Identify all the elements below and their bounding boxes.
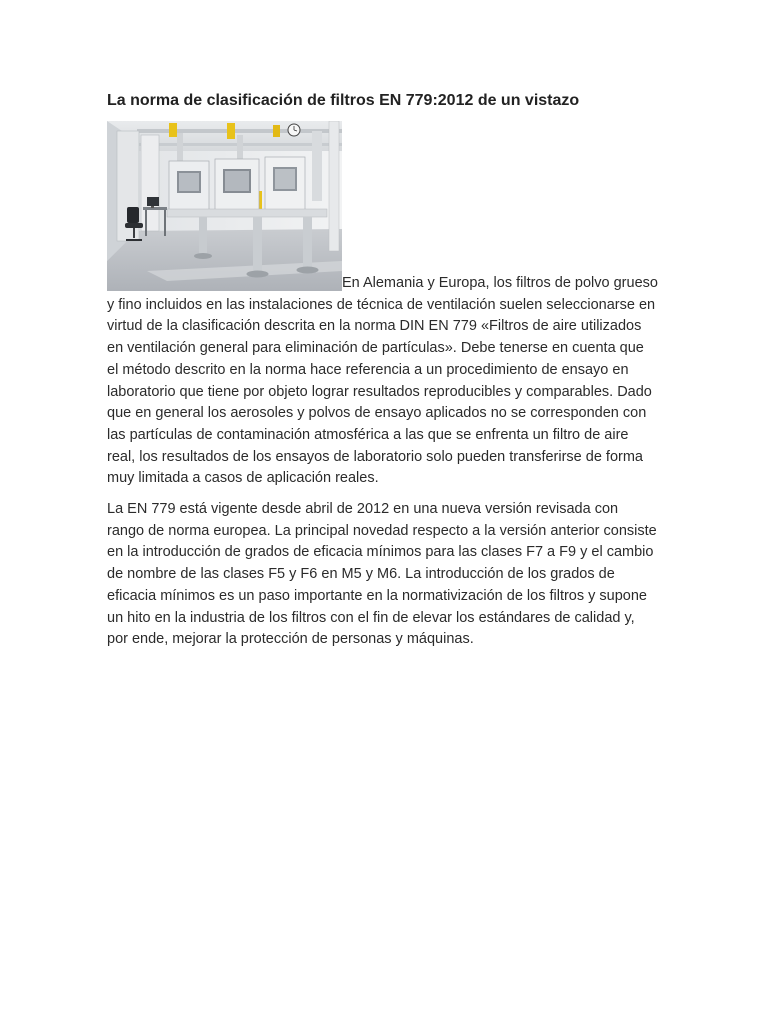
paragraph-intro-text: En Alemania y Europa, los filtros de polvo grueso y fino incluidos en las instalaciones de técnica de ventilación suelen seleccionarse en virtud de la clasificación descrita en la norma DIN EN 779 «Filtros de aire utilizados en ventilación general para eliminación de partículas». Debe tenerse en cuenta que el método descrito en la norma hace referencia a un procedimiento de ensayo en laboratorio que tiene por objeto lograr resultados reproducibles y comparables. Dado que en general los aerosoles y polvos de ensayo aplicados no se corresponden con las partículas de contaminación atmosférica a las que se enfrenta un filtro de aire real, los resultados de los ensayos de laboratorio solo pueden transferirse de forma muy limitada a casos de aplicación reales. <box>107 275 658 487</box>
document-page <box>107 90 659 651</box>
paragraph-en779-revision: La EN 779 está vigente desde abril de 2012 en una nueva versión revisada con rango de norma europea. La principal novedad respecto a la versión anterior consiste en la introducción de grados de eficacia mínimos para las clases F7 a F9 y el cambio de nombre de las clases F5 y F6 en M5 y M6. La introducción de los grados de eficacia mínimos es un paso importante en la normativización de los filtros y supone un hito en la industria de los filtros con el fin de elevar los estándares de calidad y, por ende, mejorar la protección de personas y máquinas. <box>107 501 657 648</box>
paragraph-intro <box>107 121 659 490</box>
laboratory-photo <box>107 121 342 291</box>
document-title: La norma de clasificación de filtros EN 779:2012 de un vistazo <box>107 92 580 109</box>
